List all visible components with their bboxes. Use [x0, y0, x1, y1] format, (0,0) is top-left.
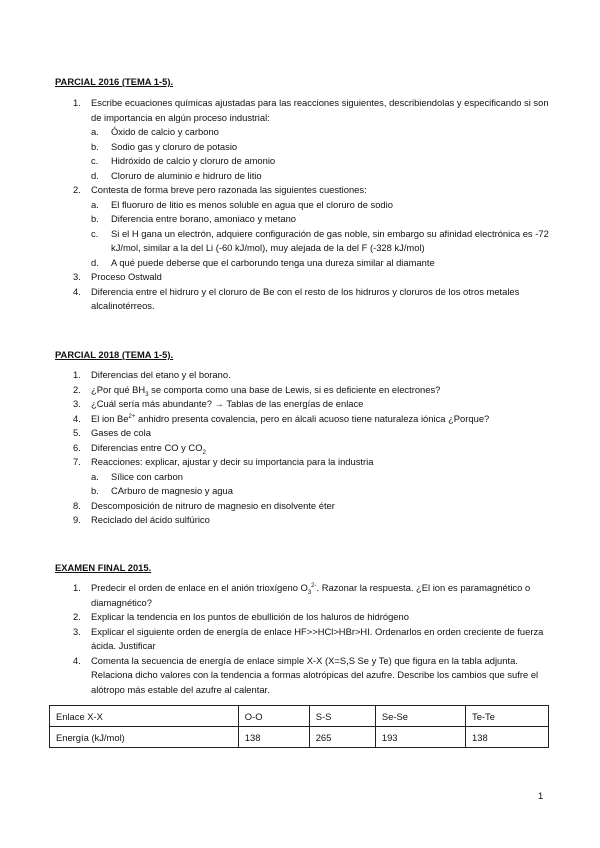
list-item — [55, 513, 550, 528]
table-cell: 138 — [238, 727, 309, 748]
question-list-parcial-2016 — [55, 96, 550, 314]
item-number: 4. — [73, 285, 81, 297]
list-item — [55, 581, 550, 610]
list-item — [55, 397, 550, 412]
sub-item-text: Cloruro de aluminio e hidruro de litio — [111, 169, 262, 181]
sub-list — [91, 470, 550, 499]
item-number: 2. — [73, 383, 81, 395]
sub-item-text: Diferencia entre borano, amoniaco y metano — [111, 213, 297, 224]
sub-item-letter: c. — [91, 227, 99, 239]
list-item — [55, 426, 550, 441]
item-text-cont: se comporta como una base de Lewis, si es deficiente en electrones? — [148, 383, 441, 395]
sub-item-text: Hidróxido de calcio y cloruro de amonio — [111, 155, 276, 166]
table-cell: O-O — [238, 706, 309, 727]
list-item — [55, 183, 550, 270]
item-text: Diferencia entre el hidruro y el cloruro de Be con el resto de los hidruros y cloruros de los otros metales alcalinotérreos. — [91, 285, 520, 311]
sub-item-text: Sílice con carbon — [111, 470, 183, 482]
list-item — [55, 499, 550, 514]
list-item — [55, 654, 550, 698]
item-text: Explicar el siguiente orden de energía de enlace HF>>HCl>HBr>HI. Ordenarlos en orden creciente de fuerza ácida. Justificar — [91, 625, 544, 651]
sub-item-text: El fluoruro de litio es menos soluble en agua que el cloruro de sodio — [111, 198, 393, 210]
list-item — [55, 455, 550, 499]
table-cell: Se-Se — [375, 706, 465, 727]
list-item — [55, 625, 550, 654]
item-number: 4. — [73, 654, 81, 666]
sub-item — [91, 227, 550, 256]
item-text: Diferencias del etano y el borano. — [91, 369, 231, 380]
list-item — [55, 285, 550, 314]
sub-item-text: CArburo de magnesio y agua — [111, 485, 233, 496]
table-cell: 193 — [375, 727, 465, 748]
sub-item — [91, 169, 550, 184]
item-number: 8. — [73, 499, 81, 511]
item-number: 1. — [73, 582, 81, 593]
item-text: Comenta la secuencia de energía de enlace simple X-X (X=S,S Se y Te) que figura en la tabla adjunta. Relaciona dicho valores con la tendencia a formas alotrópicas del azufre. Describe los cambios que sufre el alótropo más estable del azufre al calentar. — [91, 654, 539, 695]
item-text: El ion Be — [91, 412, 129, 424]
item-number: 3. — [73, 625, 81, 637]
item-number: 6. — [73, 441, 81, 453]
bond-energy-table — [49, 705, 549, 748]
item-text: Explicar la tendencia en los puntos de ebullición de los haluros de hidrógeno — [91, 611, 409, 622]
sub-item-letter: a. — [91, 470, 99, 482]
section-title-parcial-2018: PARCIAL 2018 (TEMA 1-5). — [55, 349, 174, 360]
item-number: 5. — [73, 427, 81, 438]
item-text: Reciclado del ácido sulfúrico — [91, 514, 210, 525]
item-number: 2. — [73, 184, 81, 195]
item-text: Escribe ecuaciones químicas ajustadas para las reacciones siguientes, describiendolas y especificando si son de importancia en algún proceso industrial: — [91, 97, 549, 123]
sub-list — [91, 125, 550, 183]
sub-item — [91, 212, 550, 227]
item-text: Gases de cola — [91, 427, 151, 438]
table-header-row — [50, 706, 549, 727]
section-title-examen-final-2015: EXAMEN FINAL 2015. — [55, 562, 152, 573]
sub-item-letter: d. — [91, 256, 99, 268]
sub-item-letter: c. — [91, 155, 99, 166]
item-text-cont: anhidro presenta covalencia, pero en álcali acuoso tiene naturaleza iónica ¿Porque? — [135, 412, 490, 424]
table-cell: Enlace X-X — [50, 706, 239, 727]
sub-item-letter: b. — [91, 140, 99, 152]
superscript: 2- — [311, 582, 317, 589]
item-number: 3. — [73, 271, 81, 282]
section-title-parcial-2016: PARCIAL 2016 (TEMA 1-5). — [55, 76, 174, 87]
table-cell: Energía (kJ/mol) — [50, 727, 239, 748]
table-row — [50, 727, 549, 748]
item-number: 7. — [73, 456, 81, 467]
page-number: 1 — [538, 790, 544, 801]
sub-item-letter: d. — [91, 169, 99, 181]
table-cell: S-S — [309, 706, 375, 727]
sub-item-text: Sodio gas y cloruro de potasio — [111, 140, 238, 152]
sub-item — [91, 140, 550, 155]
list-item — [55, 412, 550, 427]
superscript: 2+ — [128, 413, 136, 420]
sub-item-text: Si el H gana un electrón, adquiere configuración de gas noble, sin embargo su afinidad electrónica es -72 kJ/mol, similar a la del Li (-60 kJ/mol), muy alejada de la del F (-328 kJ/mol) — [111, 227, 549, 253]
item-text: ¿Cuál sería más abundante? → Tablas de las energías de enlace — [91, 398, 364, 409]
list-item — [55, 383, 550, 398]
sub-item — [91, 125, 550, 140]
sub-item-letter: a. — [91, 198, 99, 210]
item-number: 4. — [73, 412, 81, 424]
list-item — [55, 270, 550, 285]
sub-item — [91, 470, 550, 485]
table-cell: 265 — [309, 727, 375, 748]
item-text: Predecir el orden de enlace en el anión trioxígeno O — [91, 582, 308, 593]
list-item — [55, 368, 550, 383]
question-list-examen-final-2015 — [55, 581, 550, 697]
sub-item — [91, 198, 550, 213]
item-number: 2. — [73, 611, 81, 622]
sub-item-letter: b. — [91, 213, 99, 224]
item-text: Diferencias entre CO y CO — [91, 441, 203, 453]
item-text: ¿Por qué BH — [91, 383, 146, 395]
subscript: 3 — [145, 391, 149, 398]
list-item — [55, 441, 550, 456]
list-item — [55, 96, 550, 183]
item-number: 3. — [73, 398, 81, 409]
sub-item-text: A qué puede deberse que el carborundo tenga una dureza similar al diamante — [111, 256, 435, 268]
list-item — [55, 610, 550, 625]
item-number: 9. — [73, 514, 81, 525]
table-cell: 138 — [466, 727, 549, 748]
subscript: 3 — [307, 589, 312, 596]
sub-item-text: Óxido de calcio y carbono — [111, 126, 219, 137]
subscript: 2 — [202, 449, 206, 456]
sub-item-letter: a. — [91, 126, 99, 137]
item-text: Proceso Ostwald — [91, 271, 162, 282]
question-list-parcial-2018 — [55, 368, 550, 528]
sub-list — [91, 198, 550, 271]
item-text: Descomposición de nitruro de magnesio en disolvente éter — [91, 499, 335, 511]
item-text: Contesta de forma breve pero razonada las siguientes cuestiones: — [91, 184, 367, 195]
item-number: 1. — [73, 369, 81, 380]
table-cell: Te-Te — [466, 706, 549, 727]
sub-item-letter: b. — [91, 485, 99, 496]
sub-item — [91, 484, 550, 499]
sub-item — [91, 154, 550, 169]
item-number: 1. — [73, 97, 81, 108]
item-text: Reacciones: explicar, ajustar y decir su importancia para la industria — [91, 456, 374, 467]
item-text-cont: . Razonar la respuesta. ¿El ion es paramagnético o diamagnético? — [91, 582, 531, 608]
sub-item — [91, 256, 550, 271]
